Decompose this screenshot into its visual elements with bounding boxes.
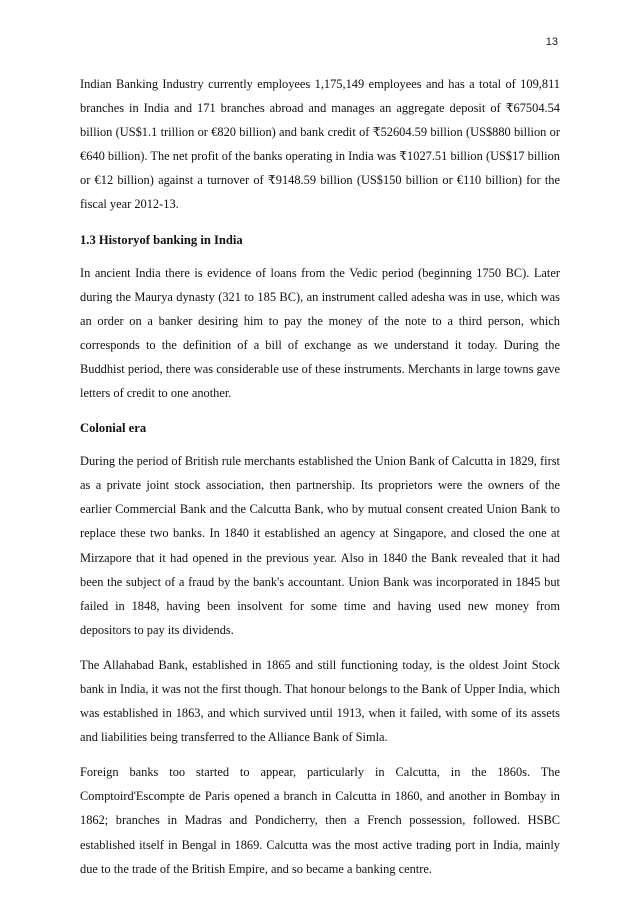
section-heading-colonial: Colonial era [80,421,147,436]
intro-paragraph: Indian Banking Industry currently employees 1,175,149 employees and has a total of 109,811 branches in India and 171 branches abroad and manages an aggregate deposit of ₹67504.54 billion (US$1.1 trillion or €820 billion) and bank credit of ₹52604.59 billion (US$880 billion or €640 billion). The net profit of the banks operating in India was ₹1027.51 billion (US$17 billion or €12 billion) against a turnover of ₹9148.59 billion (US$150 billion or €110 billion) for the fiscal year 2012-13. [80,77,560,212]
page-content [80,72,560,892]
ancient-banking-paragraph: In ancient India there is evidence of loans from the Vedic period (beginning 1750 BC). Later during the Maurya dynasty (321 to 185 BC), an instrument called adesha was in use, which was an order on a banker desiring him to pay the money of the note to a third person, which corresponds to the definition of a bill of exchange as we understand it today. During the Buddhist period, there was considerable use of these instruments. Merchants in large towns gave letters of credit to one another. [80,265,560,401]
section-heading-history: 1.3 Historyof banking in India [80,232,243,247]
colonial-paragraph-1: During the period of British rule merchants established the Union Bank of Calcutta in 1829, first as a private joint stock association, then partnership. Its proprietors were the owners of the earlier Commercial Bank and the Calcutta Bank, who by mutual consent created Union Bank to replace these two banks. In 1840 it established an agency at Singapore, and closed the one at Mirzapore that it had opened in the previous year. Also in 1840 the Bank revealed that it had been the subject of a fraud by the bank's accountant. Union Bank was incorporated in 1845 but failed in 1848, having been insolvent for some time and having used new money from depositors to pay its dividends. [80,454,560,637]
colonial-paragraph-2: The Allahabad Bank, established in 1865 and still functioning today, is the oldest Joint Stock bank in India, it was not the first though. That honour belongs to the Bank of Upper India, which was established in 1863, and which survived until 1913, when it failed, with some of its assets and liabilities being transferred to the Alliance Bank of Simla. [80,657,560,745]
colonial-paragraph-3: Foreign banks too started to appear, particularly in Calcutta, in the 1860s. The Comptoird'Escompte de Paris opened a branch in Calcutta in 1860, and another in Bombay in 1862; branches in Madras and Pondicherry, then a French possession, followed. HSBC established itself in Bengal in 1869. Calcutta was the most active trading port in India, mainly due to the trade of the British Empire, and so became a banking centre. [80,765,560,876]
page-number: 13 [545,36,558,48]
